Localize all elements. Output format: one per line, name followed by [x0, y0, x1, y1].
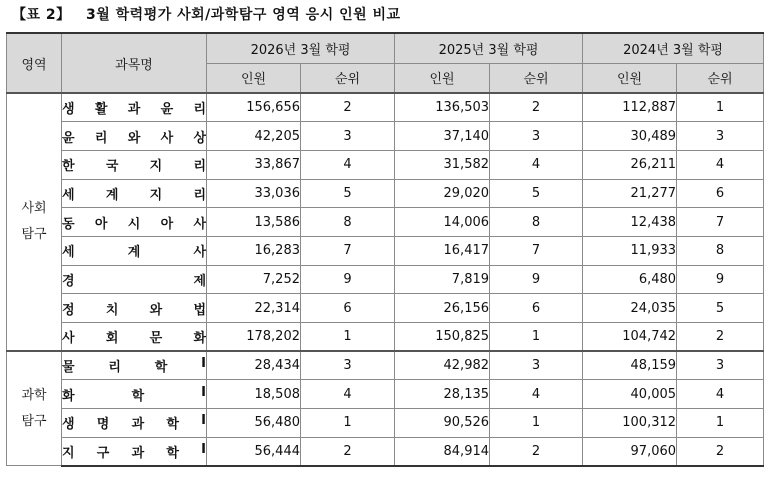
table-row: [7, 179, 764, 208]
count-cell: 16,283: [207, 236, 301, 265]
subject-char: 사: [62, 331, 75, 347]
count-cell: 29,020: [395, 179, 490, 208]
rank-cell: 4: [490, 150, 583, 179]
count-cell: 28,434: [207, 351, 301, 380]
rank-cell: 8: [677, 236, 764, 265]
count-cell: 40,005: [583, 380, 677, 409]
subject-name: [62, 127, 206, 146]
subject-char: 계: [127, 245, 141, 261]
rank-cell: 7: [301, 236, 395, 265]
subject-char: 경: [62, 273, 75, 289]
subject-char: 제: [193, 273, 206, 289]
rank-cell: 4: [301, 150, 395, 179]
table-number: 【표 2】: [12, 7, 71, 23]
count-cell: 33,036: [207, 179, 301, 208]
rank-cell: 3: [301, 351, 395, 380]
rank-cell: 5: [677, 294, 764, 323]
table-row: [7, 409, 764, 438]
subject-char: 세: [62, 187, 75, 203]
rank-cell: 8: [490, 208, 583, 237]
enrollment-table: [6, 32, 764, 467]
rank-cell: 1: [677, 409, 764, 438]
rank-cell: 3: [490, 122, 583, 151]
subject-char: 아: [160, 216, 174, 232]
subject-char: 계: [105, 187, 119, 203]
subject-char: 시: [127, 216, 141, 232]
rank-cell: 2: [301, 437, 395, 466]
count-cell: 18,508: [207, 380, 301, 409]
rank-cell: 4: [301, 380, 395, 409]
count-cell: 178,202: [207, 323, 301, 352]
subject-char: 과: [127, 102, 141, 118]
rank-cell: 4: [490, 380, 583, 409]
rank-cell: 8: [301, 208, 395, 237]
subject-char: 화: [62, 388, 75, 404]
table-row: [7, 437, 764, 466]
subject-char: Ⅰ: [201, 384, 206, 400]
count-cell: 150,825: [395, 323, 490, 352]
subject-char: 회: [105, 331, 119, 347]
table-row: [7, 122, 764, 151]
table-title: 3월 학력평가 사회/과학탐구 영역 응시 인원 비교: [86, 7, 401, 23]
count-cell: 97,060: [583, 437, 677, 466]
subject-cell: [62, 265, 207, 294]
subject-cell: [62, 294, 207, 323]
table-body: [7, 93, 764, 466]
subject-char: 동: [62, 216, 75, 232]
subject-cell: [62, 323, 207, 352]
subject-cell: [62, 208, 207, 237]
count-cell: 42,982: [395, 351, 490, 380]
rank-cell: 3: [301, 122, 395, 151]
subject-char: 리: [193, 187, 206, 203]
subject-char: 리: [108, 360, 121, 376]
subject-char: 사: [160, 130, 174, 146]
count-cell: 156,656: [207, 93, 301, 122]
rank-cell: 6: [301, 294, 395, 323]
subject-char: 윤: [62, 130, 75, 146]
count-cell: 42,205: [207, 122, 301, 151]
area-cell: [7, 351, 62, 466]
subject-cell: [62, 236, 207, 265]
header-count: 인원: [207, 63, 301, 93]
area-label-line: 탐구: [21, 227, 47, 243]
area-label-line: 탐구: [21, 413, 47, 429]
rank-cell: 1: [490, 409, 583, 438]
header-subject: 과목명: [62, 33, 207, 93]
rank-cell: 5: [490, 179, 583, 208]
subject-char: 학: [131, 388, 145, 404]
subject-char: 법: [193, 302, 206, 318]
count-cell: 104,742: [583, 323, 677, 352]
rank-cell: 3: [677, 351, 764, 380]
count-cell: 21,277: [583, 179, 677, 208]
subject-char: 상: [193, 130, 206, 146]
subject-char: 윤: [160, 102, 174, 118]
count-cell: 11,933: [583, 236, 677, 265]
table-row: [7, 208, 764, 237]
rank-cell: 9: [677, 265, 764, 294]
count-cell: 26,156: [395, 294, 490, 323]
subject-name: [62, 155, 206, 174]
table-row: [7, 150, 764, 179]
rank-cell: 6: [677, 179, 764, 208]
rank-cell: 1: [677, 93, 764, 122]
count-cell: 48,159: [583, 351, 677, 380]
table-row: [7, 236, 764, 265]
subject-char: 학: [154, 360, 168, 376]
subject-char: 사: [193, 216, 206, 232]
header-area: 영역: [7, 33, 62, 93]
table-row: [7, 351, 764, 380]
rank-cell: 2: [490, 93, 583, 122]
rank-cell: 1: [301, 409, 395, 438]
table-row: [7, 323, 764, 352]
count-cell: 28,135: [395, 380, 490, 409]
rank-cell: 9: [490, 265, 583, 294]
subject-char: 리: [193, 159, 206, 175]
subject-char: 지: [149, 159, 163, 175]
rank-cell: 1: [490, 323, 583, 352]
subject-name: [62, 442, 206, 461]
header-rank: 순위: [490, 63, 583, 93]
subject-char: 생: [62, 102, 75, 118]
count-cell: 12,438: [583, 208, 677, 237]
subject-name: [62, 299, 206, 318]
rank-cell: 9: [301, 265, 395, 294]
rank-cell: 2: [301, 93, 395, 122]
count-cell: 6,480: [583, 265, 677, 294]
subject-name: [62, 413, 206, 432]
rank-cell: 4: [677, 150, 764, 179]
subject-char: 과: [131, 417, 145, 433]
count-cell: 30,489: [583, 122, 677, 151]
subject-char: Ⅰ: [201, 356, 206, 372]
count-cell: 7,252: [207, 265, 301, 294]
subject-name: [62, 213, 206, 232]
subject-name: [62, 184, 206, 203]
header-rank: 순위: [301, 63, 395, 93]
subject-name: [62, 98, 206, 117]
subject-char: 구: [96, 445, 110, 461]
subject-char: 치: [105, 302, 119, 318]
count-cell: 24,035: [583, 294, 677, 323]
subject-char: 리: [94, 130, 108, 146]
subject-char: 와: [149, 302, 163, 318]
area-label-line: 사회: [21, 201, 47, 217]
header-year-2025: 2025년 3월 학평: [395, 33, 583, 63]
subject-char: 생: [62, 417, 75, 433]
count-cell: 100,312: [583, 409, 677, 438]
table-row: [7, 265, 764, 294]
subject-char: 국: [105, 159, 119, 175]
subject-char: 세: [62, 245, 75, 261]
rank-cell: 7: [677, 208, 764, 237]
subject-name: [62, 327, 206, 346]
subject-name: [62, 356, 206, 375]
rank-cell: 6: [490, 294, 583, 323]
subject-char: 아: [94, 216, 108, 232]
rank-cell: 2: [677, 323, 764, 352]
subject-char: Ⅰ: [201, 413, 206, 429]
rank-cell: 1: [301, 323, 395, 352]
subject-char: 와: [127, 130, 141, 146]
subject-char: 활: [94, 102, 108, 118]
subject-cell: [62, 150, 207, 179]
subject-char: 물: [62, 360, 75, 376]
count-cell: 26,211: [583, 150, 677, 179]
subject-char: 정: [62, 302, 75, 318]
area-cell: [7, 93, 62, 351]
subject-char: Ⅰ: [201, 441, 206, 457]
table-caption: [12, 4, 401, 26]
subject-char: 한: [62, 159, 75, 175]
count-cell: 13,586: [207, 208, 301, 237]
subject-name: [62, 241, 206, 260]
count-cell: 16,417: [395, 236, 490, 265]
subject-cell: [62, 122, 207, 151]
count-cell: 136,503: [395, 93, 490, 122]
subject-char: 지: [149, 187, 163, 203]
count-cell: 33,867: [207, 150, 301, 179]
subject-char: 학: [166, 445, 179, 461]
rank-cell: 3: [677, 122, 764, 151]
subject-cell: [62, 437, 207, 466]
table-row: [7, 380, 764, 409]
table-header: [7, 33, 764, 93]
table-row: [7, 294, 764, 323]
header-year-2024: 2024년 3월 학평: [583, 33, 764, 63]
subject-char: 지: [62, 445, 75, 461]
subject-char: 과: [131, 445, 145, 461]
subject-char: 명: [96, 417, 110, 433]
rank-cell: 4: [677, 380, 764, 409]
table-row: [7, 93, 764, 122]
count-cell: 90,526: [395, 409, 490, 438]
subject-cell: [62, 380, 207, 409]
count-cell: 14,006: [395, 208, 490, 237]
subject-cell: [62, 179, 207, 208]
rank-cell: 5: [301, 179, 395, 208]
subject-char: 문: [149, 331, 163, 347]
count-cell: 37,140: [395, 122, 490, 151]
rank-cell: 7: [490, 236, 583, 265]
count-cell: 22,314: [207, 294, 301, 323]
rank-cell: 3: [490, 351, 583, 380]
header-year-2026: 2026년 3월 학평: [207, 33, 395, 63]
header-rank: 순위: [677, 63, 764, 93]
count-cell: 84,914: [395, 437, 490, 466]
count-cell: 7,819: [395, 265, 490, 294]
count-cell: 31,582: [395, 150, 490, 179]
subject-cell: [62, 93, 207, 122]
rank-cell: 2: [490, 437, 583, 466]
header-count: 인원: [583, 63, 677, 93]
count-cell: 112,887: [583, 93, 677, 122]
rank-cell: 2: [677, 437, 764, 466]
subject-name: [62, 385, 206, 404]
subject-name: [62, 270, 206, 289]
count-cell: 56,480: [207, 409, 301, 438]
area-label-line: 과학: [21, 387, 47, 403]
subject-char: 사: [193, 245, 206, 261]
subject-cell: [62, 351, 207, 380]
subject-char: 학: [166, 417, 179, 433]
subject-char: 화: [193, 331, 206, 347]
count-cell: 56,444: [207, 437, 301, 466]
subject-cell: [62, 409, 207, 438]
header-count: 인원: [395, 63, 490, 93]
subject-char: 리: [193, 102, 206, 118]
header-row-years: [7, 33, 764, 63]
